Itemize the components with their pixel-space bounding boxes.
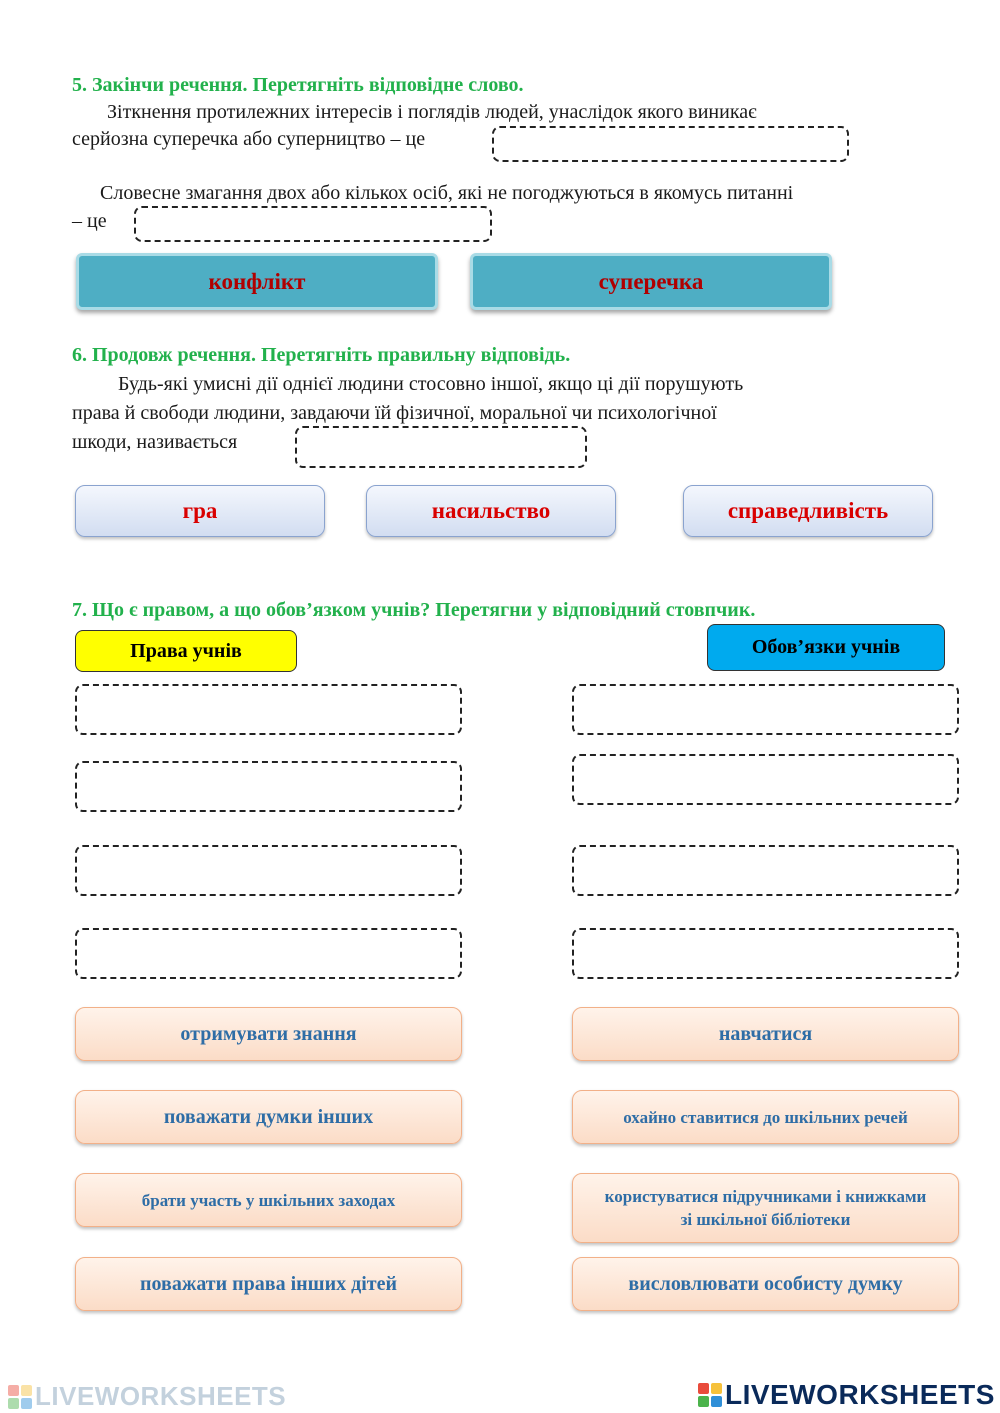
duties-column-header: Обов’язки учнів bbox=[707, 624, 945, 671]
tile-navchatysia[interactable]: навчатися bbox=[572, 1007, 959, 1061]
duties-drop-zone-4[interactable] bbox=[572, 928, 959, 979]
q5-sentence2-line2: – це bbox=[72, 210, 107, 232]
q7-heading: 7. Що є правом, а що обов’язком учнів? Перетягни у відповідний стовпчик. bbox=[72, 599, 756, 621]
rights-drop-zone-1[interactable] bbox=[75, 684, 462, 735]
tile-povazhaty-dumky[interactable]: поважати думки інших bbox=[75, 1090, 462, 1144]
q6-heading: 6. Продовж речення. Перетягніть правильну відповідь. bbox=[72, 344, 571, 366]
rights-column-header: Права учнів bbox=[75, 630, 297, 672]
q5-drop-zone-1[interactable] bbox=[492, 126, 849, 162]
rights-drop-zone-2[interactable] bbox=[75, 761, 462, 812]
q6-sentence-line3: шкоди, називається bbox=[72, 431, 238, 453]
duties-drop-zone-2[interactable] bbox=[572, 754, 959, 805]
rights-drop-zone-3[interactable] bbox=[75, 845, 462, 896]
rights-drop-zone-4[interactable] bbox=[75, 928, 462, 979]
q5-drop-zone-2[interactable] bbox=[134, 206, 492, 242]
tile-okhaino-stavytysia[interactable]: охайно ставитися до шкільних речей bbox=[572, 1090, 959, 1144]
q5-sentence1-line2: серйозна суперечка або суперництво – це bbox=[72, 128, 426, 150]
q6-option-hra[interactable]: гра bbox=[75, 485, 325, 537]
duties-drop-zone-1[interactable] bbox=[572, 684, 959, 735]
logo-text-right: LIVEWORKSHEETS bbox=[725, 1379, 995, 1410]
q6-sentence-line2: права й свободи людини, завдаючи їй фізичної, моральної чи психологічної bbox=[72, 402, 717, 424]
q6-drop-zone[interactable] bbox=[295, 426, 587, 468]
liveworksheets-logo-left bbox=[8, 1381, 286, 1412]
duties-drop-zone-3[interactable] bbox=[572, 845, 959, 896]
logo-blocks-icon bbox=[698, 1383, 722, 1407]
tile-otrymuvaty-znannia[interactable]: отримувати знання bbox=[75, 1007, 462, 1061]
q5-option-superechka[interactable]: суперечка bbox=[470, 253, 832, 310]
tile-vyslovliuvaty-dumku[interactable]: висловлювати особисту думку bbox=[572, 1257, 959, 1311]
tile-povazhaty-prava[interactable]: поважати права інших дітей bbox=[75, 1257, 462, 1311]
tile-braty-uchast[interactable]: брати участь у шкільних заходах bbox=[75, 1173, 462, 1227]
q5-sentence1-line1: Зіткнення протилежних інтересів і поглядів людей, унаслідок якого виникає bbox=[107, 101, 757, 123]
q5-heading: 5. Закінчи речення. Перетягніть відповідне слово. bbox=[72, 74, 524, 96]
q6-option-spravedlyvist[interactable]: справедливість bbox=[683, 485, 933, 537]
q6-sentence-line1: Будь-які умисні дії однієї людини стосовно іншої, якщо ці дії порушують bbox=[118, 373, 744, 395]
q5-sentence2-line1: Словесне змагання двох або кількох осіб, які не погоджуються в якомусь питанні bbox=[100, 182, 794, 204]
logo-text-left: LIVEWORKSHEETS bbox=[35, 1381, 287, 1411]
tile-korystuvatysia-pidruchnykamy[interactable]: користуватися підручниками і книжками зі шкільної бібліотеки bbox=[572, 1173, 959, 1243]
q5-option-konflikt[interactable]: конфлікт bbox=[76, 253, 438, 310]
logo-blocks-icon bbox=[8, 1385, 32, 1409]
q6-option-nasylstvo[interactable]: насильство bbox=[366, 485, 616, 537]
liveworksheets-logo-right bbox=[698, 1379, 995, 1411]
